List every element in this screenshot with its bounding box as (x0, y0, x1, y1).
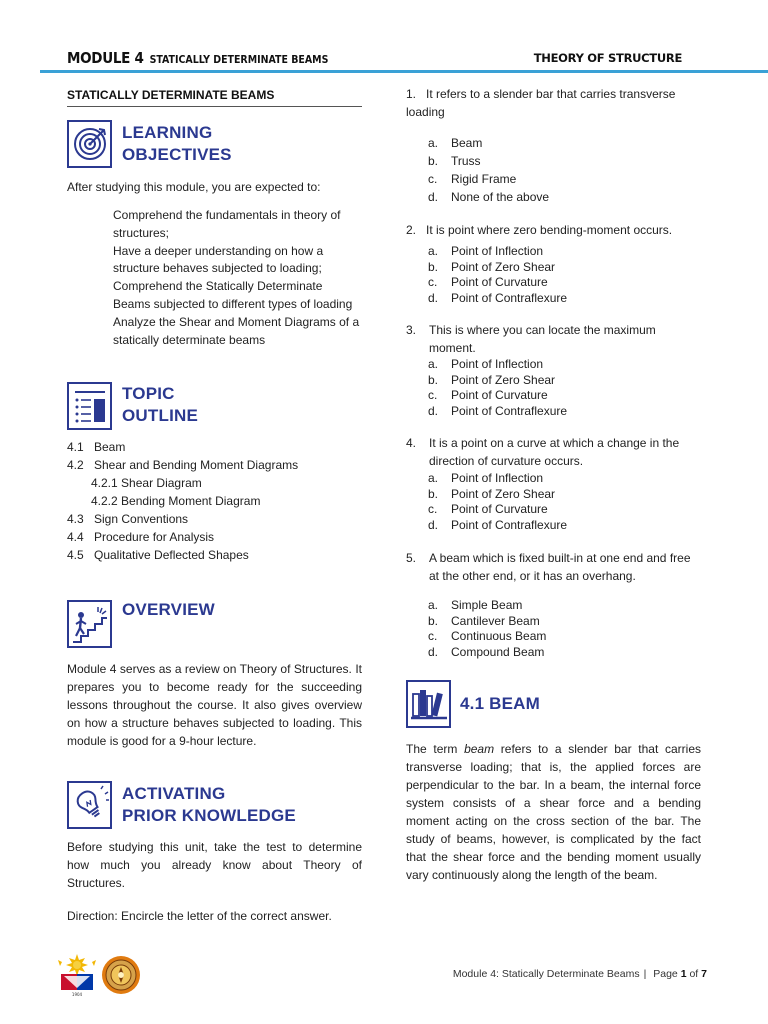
learning-heading-line2: OBJECTIVES (122, 145, 232, 164)
objective-item: Have a deeper understanding on how a structure behaves subjected to loading; (113, 243, 324, 276)
option: d. None of the above (428, 190, 550, 204)
outline-item: 4.2 Shear and Bending Moment Diagrams (67, 458, 299, 472)
option: b. Point of Zero Shear (428, 259, 556, 274)
section-underline (67, 106, 362, 107)
objective-item: Analyze the Shear and Moment Diagrams of a statically determinate beams (113, 314, 360, 347)
lightbulb-icon (67, 781, 112, 829)
outline-item: 4.2.1 Shear Diagram (91, 476, 202, 490)
option: d. Compound Beam (428, 644, 545, 659)
prior-heading-line2: PRIOR KNOWLEDGE (122, 806, 296, 825)
prior-knowledge-text: Before studying this unit, take the test to determine how much you already know about Theory of Structures. (67, 840, 362, 890)
option: c. Continuous Beam (428, 629, 547, 643)
objective-item: Comprehend the Statically Determinate Beams subjected to different types of loading (113, 279, 353, 311)
option: b. Point of Zero Shear (428, 372, 556, 387)
option: a. Beam (428, 136, 483, 150)
question-4: 4. It is a point on a curve at which a change in the direction of curvature occurs. (406, 436, 680, 468)
footer-module-label: Module 4: Statically Determinate Beams (452, 968, 640, 980)
outline-item: 4.1 Beam (67, 440, 126, 454)
question-4-options (428, 471, 567, 533)
option: a. Point of Inflection (428, 357, 544, 371)
footer-page-total: 7 (701, 968, 707, 980)
outline-item: 4.3 Sign Conventions (67, 512, 189, 526)
footer-of-word: of (689, 968, 699, 980)
learning-intro: After studying this module, you are expected to: (67, 180, 321, 194)
topic-heading-line1: TOPIC (122, 384, 175, 403)
question-2-options (428, 244, 567, 306)
outline-item: 4.4 Procedure for Analysis (67, 530, 215, 544)
learning-heading-line1: LEARNING (122, 123, 213, 142)
topic-outline-list (67, 438, 298, 564)
page-footer (453, 968, 707, 980)
outline-list-icon (67, 382, 112, 430)
school-seal-icon (101, 955, 141, 995)
outline-item: 4.2.2 Bending Moment Diagram (91, 494, 261, 508)
question-2: 2. It is point where zero bending-moment occurs. (406, 223, 673, 237)
header-module-subtitle: STATICALLY DETERMINATE BEAMS (149, 54, 329, 66)
question-5: 5. A beam which is fixed built-in at one end and free at the other end, or it has an overhang. (406, 551, 691, 583)
footer-page-number: 1 (680, 968, 687, 980)
header-module (67, 49, 328, 67)
option: d. Point of Contraflexure (428, 403, 568, 418)
topic-outline-heading (122, 383, 198, 427)
option: d. Point of Contraflexure (428, 290, 568, 305)
objectives-list (113, 207, 363, 349)
stairs-climber-icon (67, 600, 112, 648)
beam-text: The term beam refers to a slender bar that carries transverse loading; that is, the applied forces are perpendicular to the bar. In a beam, the internal force system consists of a shear force and a bending moment acting on the cross section of the bar. The study of beams, however, is complicated by the fact that the shear force and the bending moment usually vary continuously along the length of the beam. (406, 742, 701, 882)
prior-knowledge-heading (122, 783, 296, 827)
option: a. Point of Inflection (428, 244, 544, 258)
option: c. Point of Curvature (428, 388, 548, 402)
footer-page-word: Page (653, 968, 678, 980)
topic-heading-line2: OUTLINE (122, 406, 199, 425)
target-icon (67, 120, 112, 168)
section-title: STATICALLY DETERMINATE BEAMS (67, 88, 275, 102)
option: b. Cantilever Beam (428, 613, 540, 628)
question-1: 1. It refers to a slender bar that carries transverse loading (406, 87, 676, 119)
question-1-options (428, 134, 549, 206)
header-module-number: MODULE 4 (67, 49, 144, 67)
option: c. Point of Curvature (428, 275, 548, 289)
deped-logo (55, 952, 99, 998)
option: d. Point of Contraflexure (428, 517, 568, 532)
overview-heading: OVERVIEW (122, 600, 215, 619)
option: c. Rigid Frame (428, 172, 517, 186)
outline-item: 4.5 Qualitative Deflected Shapes (67, 548, 249, 562)
direction-text: Direction: Encircle the letter of the correct answer. (67, 909, 332, 923)
question-5-options (428, 598, 546, 660)
prior-heading-line1: ACTIVATING (122, 784, 226, 803)
option: b. Point of Zero Shear (428, 486, 556, 501)
objective-item: Comprehend the fundamentals in theory of structures; (113, 208, 341, 240)
header-rule (40, 70, 768, 73)
logo-year: 1904 (71, 992, 83, 997)
option: a. Simple Beam (428, 598, 523, 612)
beam-heading: 4.1 BEAM (460, 694, 541, 713)
option: c. Point of Curvature (428, 502, 548, 516)
overview-text: Module 4 serves as a review on Theory of Structures. It prepares you to become ready for the succeeding lessons throughout the course. It also gives overview on how a structure behaves subjected to loading. This module is good for a 9-hour lecture. (67, 662, 362, 748)
option: b. Truss (428, 154, 481, 168)
footer-separator: | (643, 968, 647, 980)
books-shelf-icon (406, 680, 451, 728)
learning-objectives-heading (122, 122, 232, 166)
question-3-options (428, 357, 567, 419)
header-subject: THEORY OF STRUCTURE (533, 51, 682, 65)
option: a. Point of Inflection (428, 471, 544, 485)
question-3: 3. This is where you can locate the maximum moment. (406, 323, 656, 355)
